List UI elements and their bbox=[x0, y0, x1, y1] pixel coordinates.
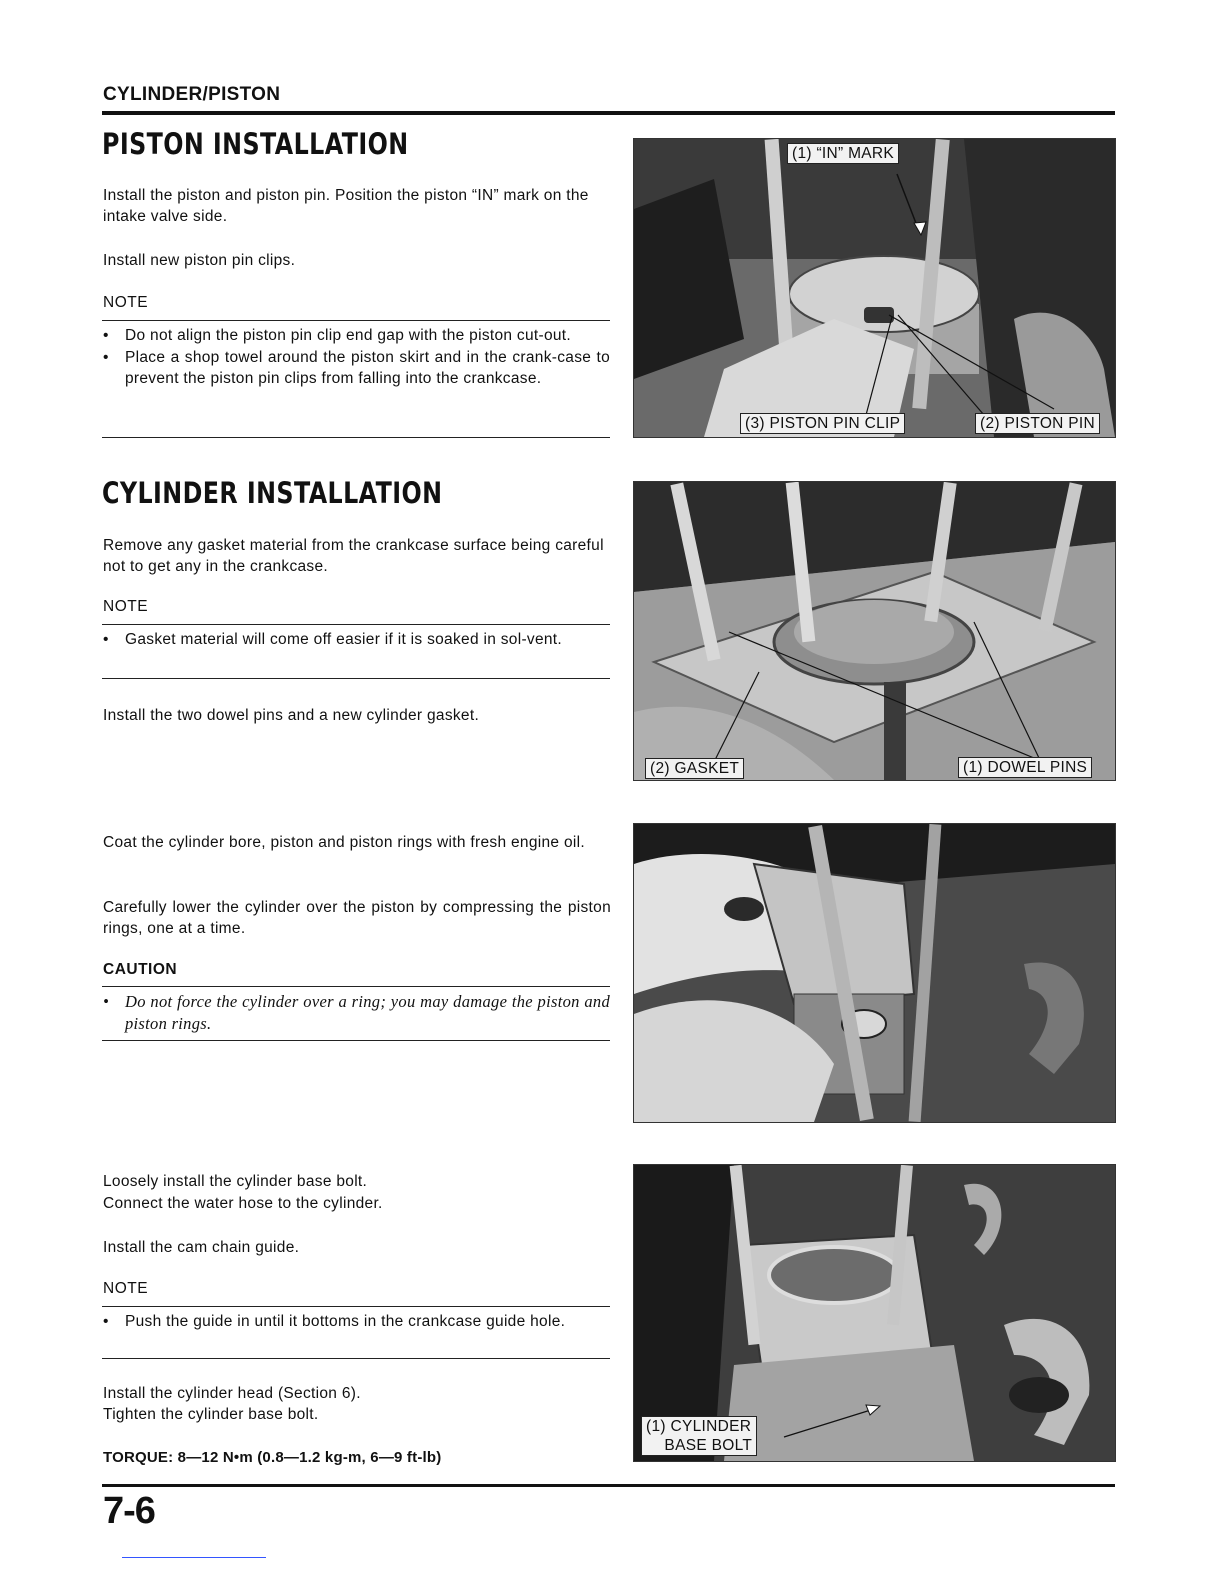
note-bottom-rule bbox=[102, 678, 610, 679]
cylinder-note-list bbox=[102, 629, 610, 651]
note-label: NOTE bbox=[103, 598, 149, 615]
note-item: • Push the guide in until it bottoms in the crankcase guide hole. bbox=[102, 1311, 610, 1333]
footer-rule bbox=[102, 1484, 1115, 1487]
note-item: • Place a shop towel around the piston skirt and in the crank-case to prevent the piston pin clips from falling into the crankcase. bbox=[102, 347, 610, 390]
cylinder-installation-title: CYLINDER INSTALLATION bbox=[102, 476, 443, 510]
link-underline bbox=[122, 1557, 266, 1558]
caution-label: CAUTION bbox=[103, 961, 178, 978]
caution-top-rule bbox=[102, 986, 610, 987]
caution-list bbox=[102, 991, 610, 1034]
note-top-rule bbox=[102, 320, 610, 321]
note-item: • Gasket material will come off easier if it is soaked in sol-vent. bbox=[102, 629, 610, 651]
piston-photo bbox=[633, 138, 1116, 438]
callout-in-mark: (1) “IN” MARK bbox=[787, 143, 899, 164]
piston-install-text: Install the piston and piston pin. Position the piston “IN” mark on the intake valve side. bbox=[103, 187, 589, 225]
cam-chain-guide-text: Install the cam chain guide. bbox=[103, 1239, 300, 1256]
cylinder-head-text: Install the cylinder head (Section 6). bbox=[103, 1385, 361, 1402]
section-header: CYLINDER/PISTON bbox=[103, 84, 281, 105]
dowel-pins-text: Install the two dowel pins and a new cylinder gasket. bbox=[103, 707, 480, 724]
gasket-removal-text: Remove any gasket material from the crankcase surface being careful not to get any in the crankcase. bbox=[103, 537, 604, 575]
callout-cylinder-base-bolt: (1) CYLINDER BASE BOLT bbox=[641, 1416, 757, 1456]
note-bottom-rule bbox=[102, 437, 610, 438]
callout-piston-pin-clip: (3) PISTON PIN CLIP bbox=[740, 413, 905, 434]
note-label: NOTE bbox=[103, 294, 149, 311]
note-top-rule bbox=[102, 624, 610, 625]
torque-spec: TORQUE: 8—12 N•m (0.8—1.2 kg-m, 6—9 ft-lb) bbox=[103, 1449, 442, 1466]
caution-bottom-rule bbox=[102, 1040, 610, 1041]
base-bolt-text: Loosely install the cylinder base bolt. bbox=[103, 1173, 368, 1190]
base-bolt-note-list bbox=[102, 1311, 610, 1333]
callout-dowel-pins: (1) DOWEL PINS bbox=[958, 757, 1092, 778]
piston-installation-title: PISTON INSTALLATION bbox=[102, 127, 409, 161]
callout-gasket: (2) GASKET bbox=[645, 758, 744, 779]
header-rule bbox=[102, 111, 1115, 115]
note-item: • Do not align the piston pin clip end gap with the piston cut-out. bbox=[102, 325, 610, 347]
note-label: NOTE bbox=[103, 1280, 149, 1297]
caution-item: • Do not force the cylinder over a ring; you may damage the piston and piston rings. bbox=[102, 991, 610, 1034]
piston-clips-text: Install new piston pin clips. bbox=[103, 252, 296, 269]
cylinder-lowering-photo bbox=[633, 823, 1116, 1123]
tighten-bolt-text: Tighten the cylinder base bolt. bbox=[103, 1406, 319, 1423]
gasket-photo bbox=[633, 481, 1116, 781]
page-number: 7-6 bbox=[103, 1490, 155, 1532]
note-top-rule bbox=[102, 1306, 610, 1307]
coat-bore-text: Coat the cylinder bore, piston and piston rings with fresh engine oil. bbox=[103, 834, 585, 851]
water-hose-text: Connect the water hose to the cylinder. bbox=[103, 1195, 383, 1212]
callout-piston-pin: (2) PISTON PIN bbox=[975, 413, 1100, 434]
lower-cylinder-text: Carefully lower the cylinder over the piston by compressing the piston rings, one at a time. bbox=[103, 899, 611, 937]
note-bottom-rule bbox=[102, 1358, 610, 1359]
piston-note-list bbox=[102, 325, 610, 390]
